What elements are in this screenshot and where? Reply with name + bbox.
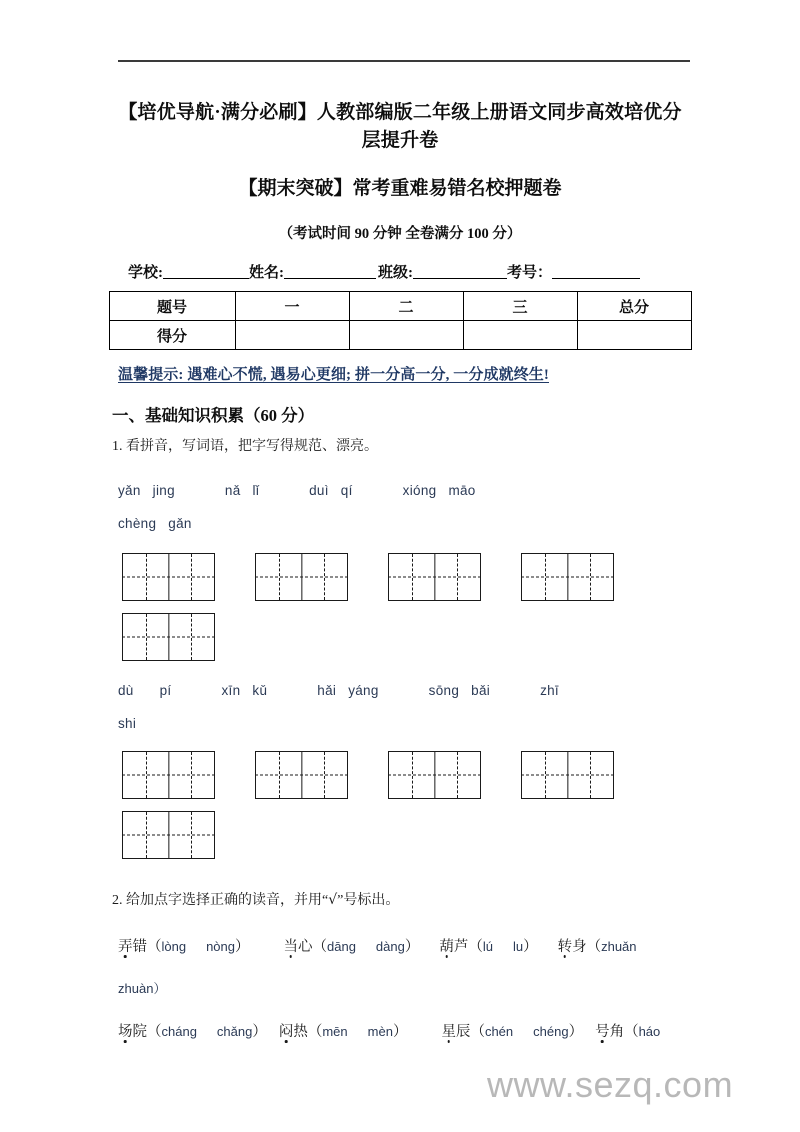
word-rest: 辰 xyxy=(455,1024,471,1040)
pinyin-syllable: qí xyxy=(340,483,353,498)
table-row xyxy=(109,292,691,321)
score-table-col-1: 一 xyxy=(235,292,349,321)
pinyin-syllable: hǎi xyxy=(317,683,337,698)
exam-id-label: 考号： xyxy=(507,265,553,281)
tianzige-box[interactable] xyxy=(122,811,215,859)
word-rest: 院 xyxy=(132,1024,147,1040)
pinyin-group xyxy=(317,683,378,698)
name-label: 姓名: xyxy=(249,265,284,281)
check-mark-symbol: √ xyxy=(328,892,338,908)
pinyin-syllable: nǎ xyxy=(224,483,241,498)
question-1-pinyin-row-2 xyxy=(0,683,800,698)
name-field[interactable] xyxy=(249,261,378,282)
dotted-char: 场 xyxy=(118,1020,133,1041)
score-cell-3[interactable] xyxy=(463,321,577,350)
word-rest: 角 xyxy=(609,1024,625,1040)
pinyin-syllable: jing xyxy=(152,483,175,498)
question-1-grid-block-1 xyxy=(0,553,800,661)
pinyin-syllable: dù xyxy=(118,683,134,698)
question-1-grid-block-2 xyxy=(0,751,800,859)
dotted-char: 当 xyxy=(284,935,299,956)
question-2-prompt-part1: 2. 给加点字选择正确的读音，并用 xyxy=(112,893,322,908)
reading-item[interactable]: 闷热（mēn mèn） xyxy=(279,1024,408,1040)
site-watermark: www.sezq.com xyxy=(487,1064,734,1105)
word-rest: 错 xyxy=(132,939,147,955)
question-2-prompt xyxy=(0,889,800,909)
grid-row xyxy=(122,553,800,601)
pinyin-group xyxy=(429,683,490,698)
pinyin-group xyxy=(221,683,267,698)
question-1-pinyin-row-1 xyxy=(0,483,800,498)
score-table-row-label-0: 题号 xyxy=(109,292,235,321)
warm-tip-text: 温馨提示: 遇难心不慌, 遇易心更细; 拼一分高一分, 一分成就终生! xyxy=(118,367,549,383)
score-table-row-label-1: 得分 xyxy=(109,321,235,350)
pinyin-group xyxy=(118,516,192,531)
pinyin-option[interactable]: mēn xyxy=(322,1024,348,1039)
question-1-prompt: 1. 看拼音，写词语，把字写得规范、漂亮。 xyxy=(112,439,378,454)
tianzige-box[interactable] xyxy=(122,553,215,601)
school-blank[interactable] xyxy=(163,265,249,279)
pinyin-group xyxy=(118,716,136,731)
quote-close: ” xyxy=(337,893,344,908)
section-heading: 一、基础知识积累（60 分） xyxy=(112,406,315,425)
pinyin-group xyxy=(118,683,171,698)
pinyin-syllable: shi xyxy=(118,716,137,731)
pinyin-option[interactable]: chéng xyxy=(533,1024,569,1039)
dotted-char: 星 xyxy=(441,1020,456,1041)
reading-item[interactable]: 场院（cháng chǎng） xyxy=(118,1024,267,1040)
pinyin-option[interactable]: chén xyxy=(484,1024,514,1039)
pinyin-syllable: duì xyxy=(309,483,329,498)
question-2-prompt-part2: 号标出。 xyxy=(343,893,400,908)
score-cell-2[interactable] xyxy=(349,321,463,350)
score-table-col-2: 二 xyxy=(349,292,463,321)
pinyin-option[interactable]: cháng xyxy=(161,1024,197,1039)
student-info-line xyxy=(0,261,800,282)
grid-row xyxy=(122,613,800,661)
exam-id-blank[interactable] xyxy=(552,265,640,279)
pinyin-syllable: yáng xyxy=(348,683,379,698)
title-block xyxy=(0,96,800,243)
pinyin-syllable: sōng xyxy=(428,683,460,698)
tianzige-box[interactable] xyxy=(388,553,481,601)
score-table-col-total: 总分 xyxy=(577,292,691,321)
pinyin-syllable: māo xyxy=(448,483,476,498)
pinyin-option[interactable]: zhuǎn xyxy=(601,939,637,954)
dotted-char: 弄 xyxy=(118,935,133,956)
document-title-line2: 层提升卷 xyxy=(361,130,439,151)
question-1-pinyin-row-2-wrap xyxy=(0,716,800,731)
pinyin-group xyxy=(225,483,259,498)
pinyin-syllable: kǔ xyxy=(252,683,268,698)
quote-open: “ xyxy=(322,893,329,908)
tianzige-box[interactable] xyxy=(521,751,614,799)
pinyin-syllable: gǎn xyxy=(168,516,192,531)
tianzige-box[interactable] xyxy=(388,751,481,799)
exam-id-field[interactable] xyxy=(507,261,640,282)
pinyin-syllable: xīn xyxy=(221,683,241,698)
question-2-line-2-continuation xyxy=(0,978,800,998)
pinyin-option[interactable]: lú xyxy=(482,939,493,954)
pinyin-syllable: xióng xyxy=(402,483,437,498)
dotted-char: 葫 xyxy=(439,935,454,956)
pinyin-option[interactable]: chǎng xyxy=(216,1024,253,1039)
reading-item[interactable]: 当心（dāng dàng） xyxy=(284,939,420,955)
pinyin-option[interactable]: lòng xyxy=(161,939,187,954)
document-subtitle: 【期末突破】常考重难易错名校押题卷 xyxy=(238,178,562,199)
reading-item[interactable]: 号角（háo xyxy=(595,1024,660,1040)
pinyin-option[interactable]: mèn xyxy=(367,1024,393,1039)
class-label: 班级: xyxy=(378,265,413,281)
pinyin-syllable: pí xyxy=(159,683,172,698)
pinyin-syllable: yǎn xyxy=(118,483,141,498)
tianzige-box[interactable] xyxy=(255,553,348,601)
pinyin-group xyxy=(540,683,559,698)
reading-item[interactable]: 葫芦（lú lu） xyxy=(439,939,537,955)
grid-row xyxy=(122,751,800,799)
document-title-line1: 【培优导航·满分必刷】人教部编版二年级上册语文同步高效培优分 xyxy=(118,102,682,123)
pinyin-option[interactable]: dàng xyxy=(375,939,405,954)
score-cell-1[interactable] xyxy=(235,321,349,350)
tianzige-box[interactable] xyxy=(122,613,215,661)
dotted-char: 闷 xyxy=(279,1020,294,1041)
score-cell-total[interactable] xyxy=(577,321,691,350)
word-rest: 芦 xyxy=(453,939,469,955)
question-2-line-1 xyxy=(0,935,800,956)
dotted-char: 号 xyxy=(595,1020,610,1041)
word-rest: 身 xyxy=(572,939,587,955)
pinyin-option[interactable]: háo xyxy=(638,1024,661,1039)
tianzige-box[interactable] xyxy=(255,751,348,799)
pinyin-syllable: zhī xyxy=(540,683,559,698)
pinyin-option-continuation[interactable]: zhuàn） xyxy=(118,981,167,996)
table-row xyxy=(109,321,691,350)
pinyin-option[interactable]: dāng xyxy=(327,939,356,954)
class-field[interactable] xyxy=(378,261,507,282)
pinyin-syllable: chèng xyxy=(118,516,157,531)
class-blank[interactable] xyxy=(413,265,507,279)
pinyin-group xyxy=(118,483,175,498)
reading-item[interactable]: 转身（zhuǎn xyxy=(558,939,637,955)
word-rest: 心 xyxy=(298,939,313,955)
reading-item[interactable]: 星辰（chén chéng） xyxy=(441,1024,583,1040)
question-2-line-3 xyxy=(0,1020,800,1041)
exam-meta-line: （考试时间 90 分钟 全卷满分 100 分） xyxy=(278,226,522,242)
pinyin-group xyxy=(309,483,353,498)
pinyin-option[interactable]: lu xyxy=(512,939,524,954)
dotted-char: 转 xyxy=(558,935,573,956)
name-blank[interactable] xyxy=(284,265,376,279)
pinyin-syllable: lǐ xyxy=(252,483,260,498)
school-label: 学校: xyxy=(128,265,163,281)
word-rest: 热 xyxy=(293,1024,308,1040)
school-field[interactable] xyxy=(128,261,249,282)
score-table xyxy=(109,291,692,350)
pinyin-syllable: bǎi xyxy=(471,683,491,698)
reading-item[interactable]: 弄错（lòng nòng） xyxy=(118,939,250,955)
pinyin-option[interactable]: nòng xyxy=(206,939,235,954)
score-table-col-3: 三 xyxy=(463,292,577,321)
tianzige-box[interactable] xyxy=(521,553,614,601)
pinyin-group xyxy=(403,483,476,498)
tianzige-box[interactable] xyxy=(122,751,215,799)
grid-row xyxy=(122,811,800,859)
question-1-pinyin-row-1-wrap xyxy=(0,516,800,531)
